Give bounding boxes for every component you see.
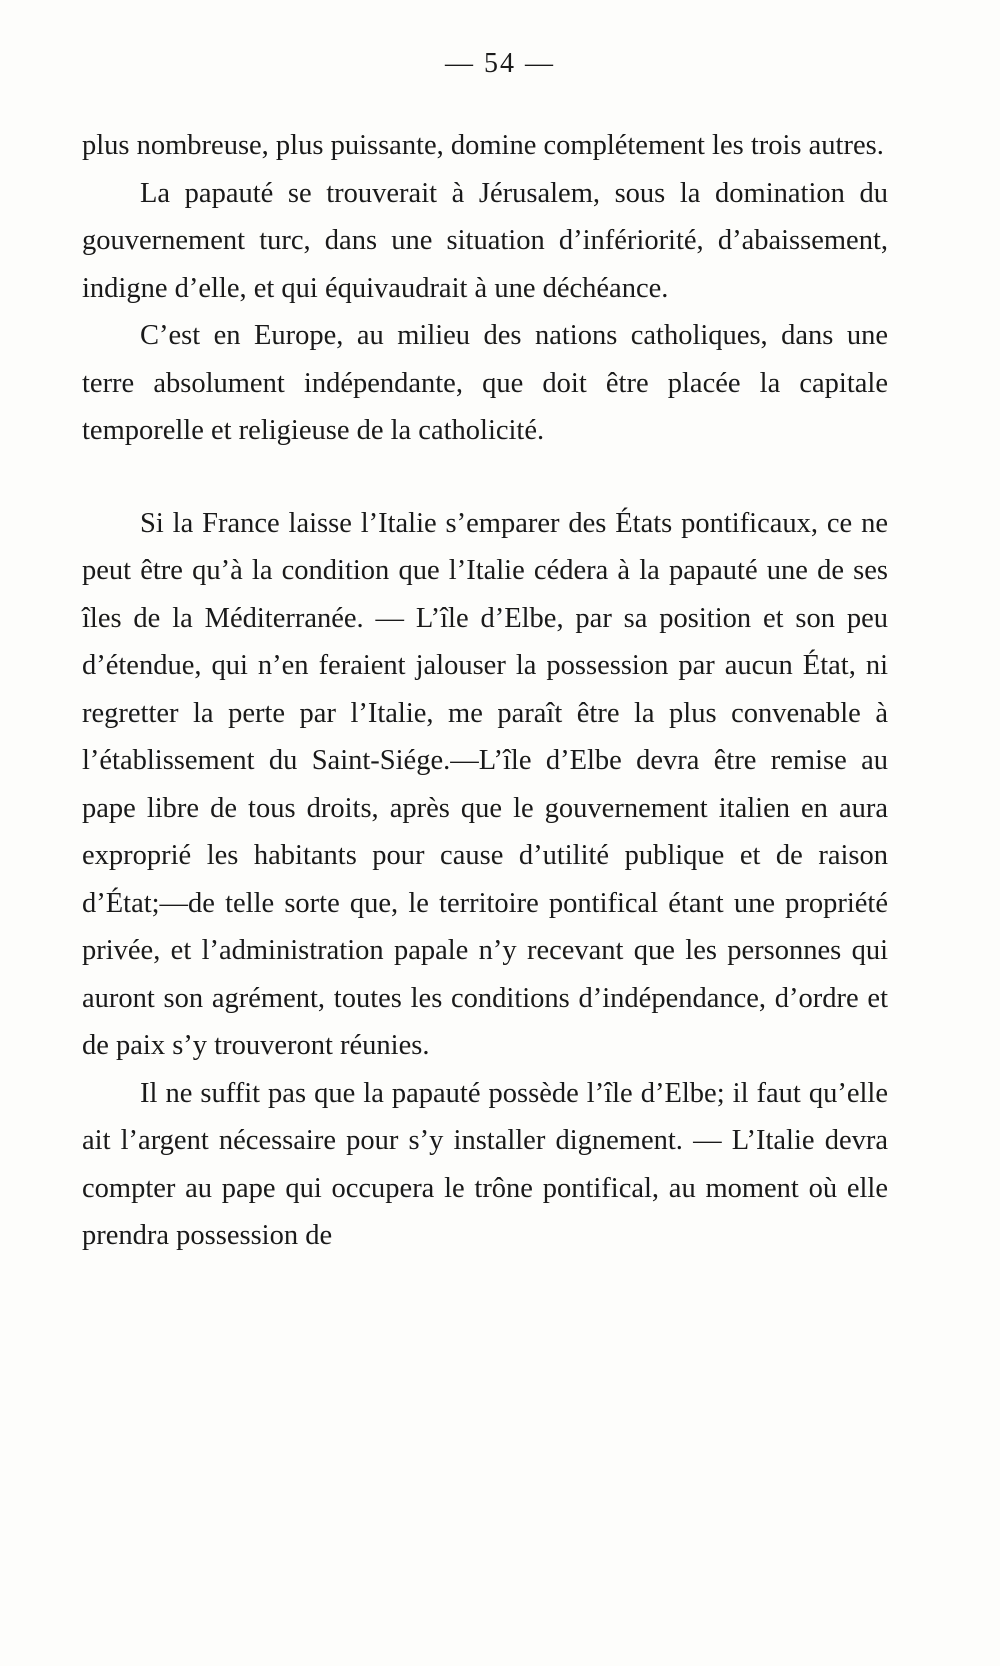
paragraph-europe: C’est en Europe, au milieu des nations catholiques, dans une terre absolument indépendante, que doit être placée la capitale temporelle et religieuse de la catholicité. [82, 320, 888, 446]
paragraph-continuation: plus nombreuse, plus puissante, domine complétement les trois autres. [82, 130, 884, 161]
body-text [82, 122, 888, 1260]
paragraph-argent: Il ne suffit pas que la papauté possède l’île d’Elbe; il faut qu’elle ait l’argent nécessaire pour s’y installer dignement. — L’Italie devra compter au pape qui occupera le trône pontifical, au moment où elle prendra possession de [82, 1077, 888, 1251]
paragraph-elbe: Si la France laisse l’Italie s’emparer des États pontificaux, ce ne peut être qu’à la condition que l’Italie cédera à la papauté une de ses îles de la Méditerranée. — L’île d’Elbe, par sa position et son peu d’étendue, qui n’en feraient jalouser la possession par aucun État, ni regretter la perte par l’Italie, me paraît être la plus convenable à l’établissement du Saint-Siége.—L’île d’Elbe devra être remise au pape libre de tous droits, après que le gouvernement italien en aura exproprié les habitants pour cause d’utilité publique et de raison d’État;—de telle sorte que, le territoire pontifical étant une propriété privée, et l’administration papale n’y recevant que les personnes qui auront son agrément, toutes les conditions d’indépendance, d’ordre et de paix s’y trouveront réunies. [82, 507, 888, 1061]
paragraph-jerusalem: La papauté se trouverait à Jérusalem, sous la domination du gouvernement turc, dans une situation d’infériorité, d’abaissement, indigne d’elle, et qui équivaudrait à une déchéance. [82, 177, 888, 304]
page-number: — 54 — [445, 48, 555, 79]
